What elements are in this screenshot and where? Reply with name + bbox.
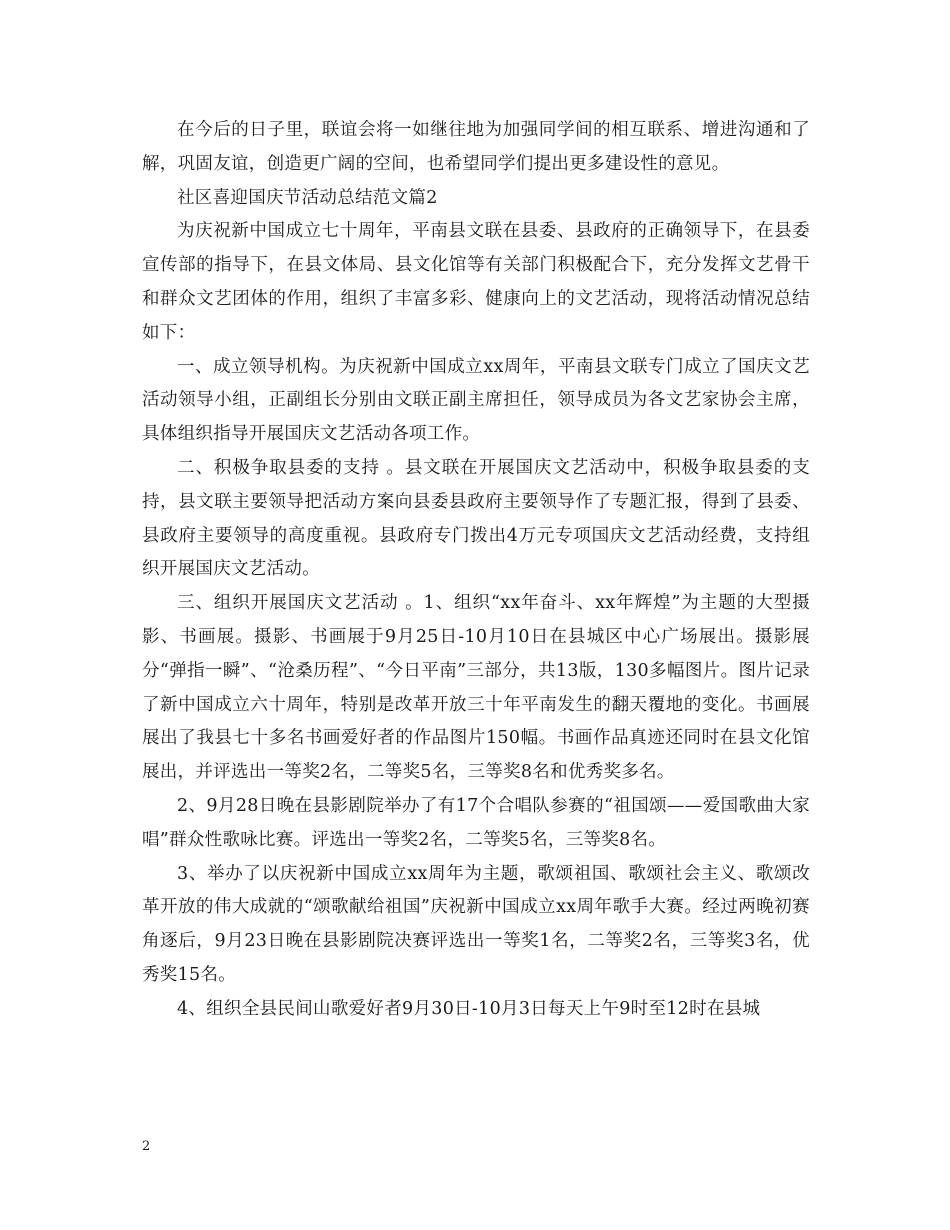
paragraph-item-1: 一、成立领导机构。为庆祝新中国成立xx周年，平南县文联专门成立了国庆文艺活动领导小组，正副组长分别由文联正副主席担任，领导成员为各文艺家协会主席，具体组织指导开展国庆文艺活动各项工作。 — [142, 356, 810, 445]
page-number: 2 — [142, 1139, 151, 1154]
paragraph-subitem-2: 2、9月28日晚在县影剧院举办了有17个合唱队参赛的“祖国颂——爱国歌曲大家唱”群众性歌咏比赛。评选出一等奖2名，二等奖5名，三等奖8名。 — [142, 795, 810, 850]
paragraph-intro: 为庆祝新中国成立七十周年，平南县文联在县委、县政府的正确领导下，在县委宣传部的指导下，在县文体局、县文化馆等有关部门积极配合下，充分发挥文艺骨干和群众文艺团体的作用，组织了丰富多彩、健康向上的文艺活动，现将活动情况总结如下： — [142, 221, 810, 343]
paragraph-item-3: 三、组织开展国庆文艺活动 。1、组织“xx年奋斗、xx年辉煌”为主题的大型摄影、书画展。摄影、书画展于9月25日-10月10日在县城区中心广场展出。摄影展分“弹指一瞬”、“沧桑历程”、“今日平南”三部分，共13版，130多幅图片。图片记录了新中国成立六十周年，特别是改革开放三十年平南发生的翻天覆地的变化。书画展展出了我县七十多名书画爱好者的作品图片150幅。书画作品真迹还同时在县文化馆展出，并评选出一等奖2名，二等奖5名，三等奖8名和优秀奖多名。 — [142, 593, 810, 783]
document-body — [142, 114, 810, 1027]
paragraph-item-2: 二、积极争取县委的支持 。县文联在开展国庆文艺活动中，积极争取县委的支持，县文联主要领导把活动方案向县委县政府主要领导作了专题汇报，得到了县委、县政府主要领导的高度重视。县政府专门拨出4万元专项国庆文艺活动经费，支持组织开展国庆文艺活动。 — [142, 457, 810, 580]
paragraph-subitem-3: 3、举办了以庆祝新中国成立xx周年为主题，歌颂祖国、歌颂社会主义、歌颂改革开放的伟大成就的“颂歌献给祖国”庆祝新中国成立xx周年歌手大赛。经过两晚初赛角逐后，9月23日晚在县影剧院决赛评选出一等奖1名，二等奖2名，三等奖3名，优秀奖15名。 — [142, 863, 810, 985]
paragraph-closing: 在今后的日子里，联谊会将一如继往地为加强同学间的相互联系、增进沟通和了解，巩固友谊，创造更广阔的空间，也希望同学们提出更多建设性的意见。 — [142, 120, 810, 174]
section-heading: 社区喜迎国庆节活动总结范文篇2 — [177, 187, 438, 208]
paragraph-subitem-4: 4、组织全县民间山歌爱好者9月30日-10月3日每天上午9时至12时在县城 — [177, 998, 761, 1019]
